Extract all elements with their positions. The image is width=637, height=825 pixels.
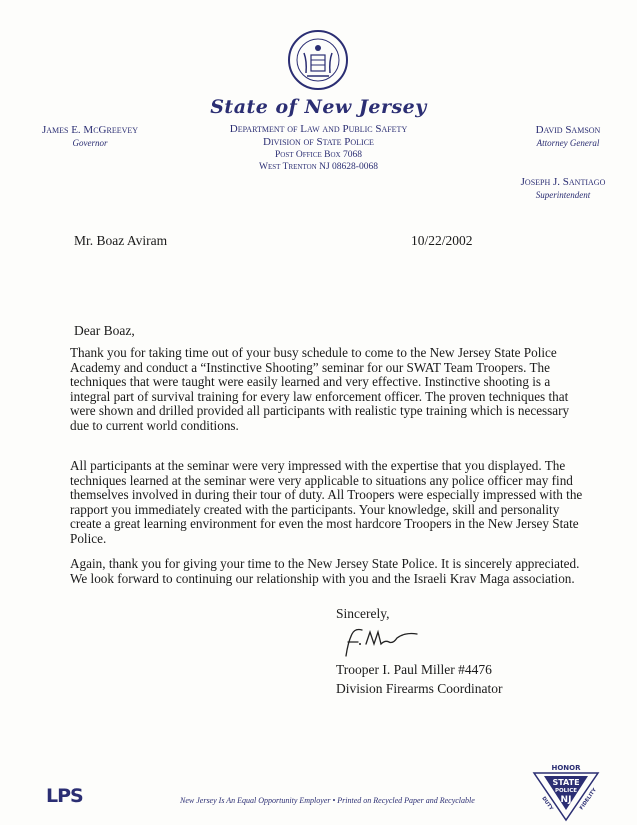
signer-block [336,660,502,698]
svg-text:STATE: STATE [552,778,580,787]
footer-text: New Jersey Is An Equal Opportunity Employer • Printed on Recycled Paper and Recyclable [180,796,475,805]
closing: Sincerely, [336,606,390,621]
state-police-badge-icon [528,762,604,822]
svg-text:DUTY: DUTY [540,795,555,812]
governor-block [30,124,150,148]
lps-logo-icon: LPS [46,785,83,807]
letter-date: 10/22/2002 [411,233,473,248]
department-block [180,123,457,173]
signature-icon [338,622,426,660]
recipient: Mr. Boaz Aviram [74,233,168,248]
body-paragraph: Again, thank you for giving your time to the New Jersey State Police. It is sincerely appreciated. We look forward to continuing our relationship with you and the Israeli Krav Maga association. [70,556,580,586]
attorney-general-title: Attorney General [536,138,600,148]
department-name: Department of Law and Public Safety [229,123,408,135]
superintendent-title: Superintendent [535,190,591,200]
svg-text:NJ: NJ [560,795,572,805]
state-title: State of New Jersey [210,96,427,118]
svg-text:POLICE: POLICE [554,788,578,794]
body-paragraph: Thank you for taking time out of your busy schedule to come to the New Jersey State Police Academy and conduct a “Instinctive Shooting” seminar for our SWAT Team Troopers. The techniques that were taught were easily learned and very effective. Instinctive shooting is a integral part of survival training for every law enforcement officer. The proven techniques that were shown and drilled provided all participants with realistic type training which is necessary due to current world conditions. [70,345,570,433]
body-paragraph: All participants at the seminar were very impressed with the expertise that you displayed. The techniques learned at the seminar were very applicable to situations any police officer may find themselves involved in during their tour of duty. All Troopers were especially impressed with the rapport you immediately created with the participants. Your knowledge, skill and personality create a great learning environment for even the most hardcore Troopers in the New Jersey State Police. [70,458,583,546]
governor-title: Governor [72,138,108,148]
signer-name: Trooper I. Paul Miller #4476 [336,662,492,677]
signer-title: Division Firearms Coordinator [336,681,503,696]
division-name: Division of State Police [263,136,374,148]
svg-text:HONOR: HONOR [551,764,581,772]
po-box: Post Office Box 7068 [274,150,362,160]
svg-text:FIDELITY: FIDELITY [578,787,598,812]
salutation: Dear Boaz, [74,323,135,338]
city-address: West Trenton NJ 08628-0068 [259,162,378,172]
superintendent-block [498,176,628,200]
governor-name: James E. McGreevey [41,124,139,136]
attorney-general-block [508,124,628,148]
state-seal-icon [287,29,349,91]
attorney-general-name: David Samson [535,124,601,136]
superintendent-name: Joseph J. Santiago [520,176,606,188]
